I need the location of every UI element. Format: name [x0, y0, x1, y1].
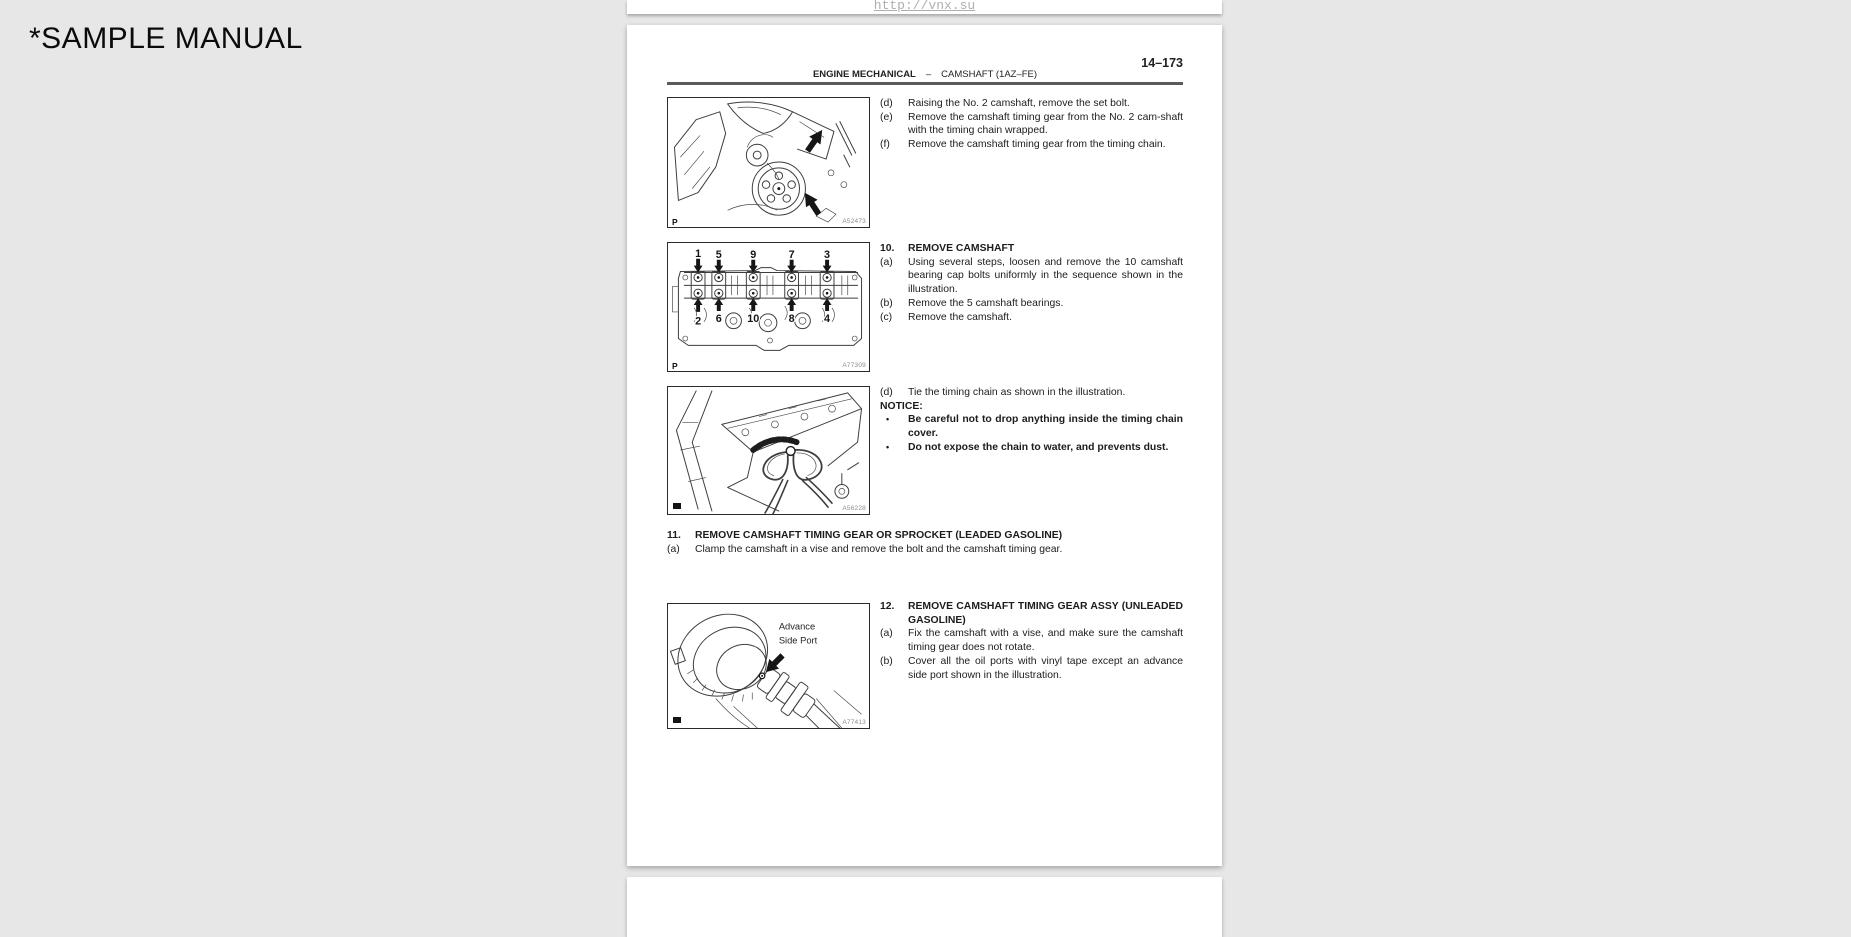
camera-icon — [673, 503, 681, 509]
step-title: REMOVE CAMSHAFT TIMING GEAR OR SPROCKET (LEADED GASOLINE) — [695, 530, 1063, 541]
step-label: (b) — [880, 297, 893, 309]
step-item — [880, 138, 1183, 152]
step-block-tie-chain — [880, 386, 1183, 455]
figure-bolt-sequence — [667, 242, 870, 372]
step-label: (a) — [880, 628, 893, 640]
figure-corner-label: P — [672, 360, 678, 371]
figure-remove-no2-timing-gear — [667, 97, 870, 228]
figure-code: A52473 — [842, 217, 866, 225]
bolt-number: 10 — [747, 312, 760, 325]
page-header — [667, 69, 1183, 80]
sequence-arrows-up — [694, 298, 832, 312]
notice-text: Do not expose the chain to water, and prevents dust. — [908, 441, 1169, 453]
step-text: Remove the camshaft. — [908, 311, 1012, 323]
header-subsection: CAMSHAFT (1AZ–FE) — [941, 69, 1038, 80]
step-item — [880, 97, 1183, 111]
header-section: ENGINE MECHANICAL — [812, 69, 916, 80]
step-text: Remove the 5 camshaft bearings. — [908, 297, 1064, 309]
bullet-icon: • — [886, 441, 890, 452]
notice-label: NOTICE: — [880, 400, 923, 412]
page-number: 14–173 — [1141, 56, 1183, 70]
step-text: Raising the No. 2 camshaft, remove the set bolt. — [908, 98, 1130, 109]
step-label: (e) — [880, 111, 893, 123]
step-text: Remove the camshaft timing gear from the No. 2 cam-shaft with the timing chain wrapped. — [908, 111, 1183, 137]
sequence-arrows-down — [694, 259, 832, 273]
step-text: Using several steps, loosen and remove the 10 camshaft bearing cap bolts uniformly in the sequence shown in the illustration. — [908, 256, 1183, 296]
step-label: (a) — [667, 543, 680, 555]
step-title: REMOVE CAMSHAFT — [908, 243, 1015, 254]
step-block-remove-gear-leaded — [667, 529, 1183, 556]
bolt-number: 5 — [715, 248, 722, 261]
bolt-number: 9 — [750, 248, 757, 261]
header-separator: – — [925, 69, 932, 80]
figure-advance-side-port — [667, 603, 870, 729]
figure-code: A56228 — [842, 504, 866, 512]
step-block-remove-camshaft — [880, 242, 1183, 324]
bolt-number: 7 — [788, 248, 795, 261]
bolt-number: 4 — [824, 312, 831, 325]
step-item — [880, 627, 1183, 654]
bolt-number: 3 — [824, 248, 831, 261]
header-rule — [667, 82, 1183, 85]
step-text: Remove the camshaft timing gear from the timing chain. — [908, 139, 1166, 151]
sample-manual-label: *SAMPLE MANUAL — [29, 22, 303, 55]
step-label: (d) — [880, 387, 893, 398]
figure-code: A77309 — [842, 361, 866, 369]
step-label: (a) — [880, 256, 893, 268]
step-number: 12. — [880, 601, 895, 612]
engine-illustration — [668, 98, 869, 227]
step-heading — [880, 242, 1183, 256]
notice-bullet-item — [880, 413, 1183, 440]
figure-chain-tied — [667, 386, 870, 515]
notice-text: Be careful not to drop anything inside the timing chain cover. — [908, 414, 1183, 440]
step-number: 10. — [880, 243, 895, 254]
step-label: (b) — [880, 655, 893, 667]
camera-icon — [673, 717, 681, 723]
step-item — [880, 256, 1183, 297]
document-page — [627, 25, 1222, 866]
timing-gear-assy-illustration — [668, 604, 869, 728]
step-item — [880, 297, 1183, 311]
arrow-up-left-icon — [799, 189, 825, 218]
next-page-edge — [627, 877, 1222, 937]
step-text: Tie the timing chain as shown in the illustration. — [908, 387, 1126, 398]
step-item — [880, 655, 1183, 682]
bolt-number: 8 — [788, 312, 795, 325]
step-item — [880, 311, 1183, 325]
arrow-up-right-icon — [802, 126, 828, 155]
step-number: 11. — [667, 530, 681, 541]
step-text: Fix the camshaft with a vise, and make sure the camshaft timing gear does not rotate. — [908, 628, 1183, 654]
bolt-number: 6 — [715, 312, 722, 325]
step-label: (f) — [880, 139, 890, 151]
step-text: Clamp the camshaft in a vise and remove the bolt and the camshaft timing gear. — [695, 543, 1063, 555]
step-block-remove-gear-unleaded — [880, 600, 1183, 682]
step-text: Cover all the oil ports with vinyl tape except an advance side port shown in the illustration. — [908, 655, 1183, 681]
step-heading — [880, 600, 1183, 627]
chain-tie-illustration — [668, 387, 869, 514]
step-title: REMOVE CAMSHAFT TIMING GEAR ASSY (UNLEADED GASOLINE) — [908, 601, 1183, 626]
step-heading — [667, 529, 1183, 543]
figure-code: A77413 — [842, 718, 866, 726]
bolt-number: 2 — [695, 315, 702, 328]
cylinder-head-illustration — [668, 243, 869, 371]
step-label: (c) — [880, 311, 893, 323]
bolt-number: 1 — [695, 247, 702, 260]
step-item — [880, 111, 1183, 138]
watermark-url-link[interactable]: http://vnx.su — [873, 0, 976, 13]
step-label: (d) — [880, 98, 893, 109]
step-item — [667, 543, 1183, 557]
bullet-icon: • — [886, 414, 890, 425]
step-block-d-e-f — [880, 97, 1183, 152]
callout-text: Advance — [778, 621, 816, 632]
callout-text: Side Port — [778, 635, 818, 646]
step-item — [880, 386, 1183, 400]
notice-bullet-item — [880, 441, 1183, 455]
previous-page-edge — [627, 0, 1222, 14]
figure-corner-label: P — [672, 216, 678, 227]
